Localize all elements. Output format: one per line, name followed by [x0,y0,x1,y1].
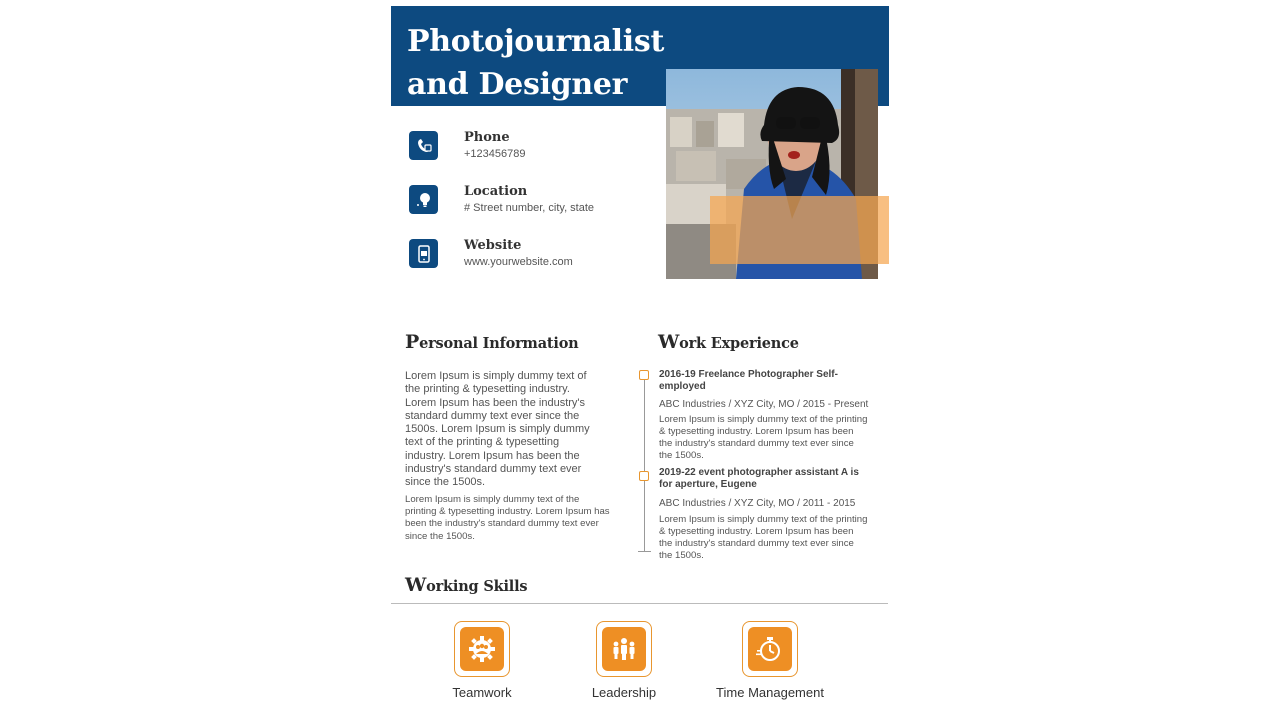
contact-phone [409,131,669,163]
heading-initial: W [405,574,427,596]
page-title [407,20,664,106]
skills-divider [391,603,888,604]
heading-initial: P [405,331,420,353]
phone-icon [409,131,438,160]
working-skills-heading [405,574,527,596]
contact-website [409,239,669,271]
leadership-people-icon [602,627,646,671]
job-meta: ABC Industries / XYZ City, MO / 2015 - Present [659,399,869,410]
skill-label: Leadership [591,685,657,700]
resume-page [391,0,889,720]
title-line-2: and Designer [407,67,628,102]
heading-initial: W [658,331,680,353]
location-bulb-icon [409,185,438,214]
mobile-device-icon [409,239,438,268]
photo-accent-overlay [710,196,889,264]
contact-value: +123456789 [464,148,526,160]
job-title: 2016-19 Freelance Photographer Self-employed [659,369,838,393]
heading-text: orking Skills [426,578,528,595]
job-meta: ABC Industries / XYZ City, MO / 2011 - 2015 [659,498,856,509]
skill-icon-frame [742,621,798,677]
skill-icon-frame [596,621,652,677]
stopwatch-icon [748,627,792,671]
timeline-node [639,471,649,481]
skill-icon-frame [454,621,510,677]
personal-paragraph-2: Lorem Ipsum is simply dummy text of the printing & typesetting industry. Lorem Ipsum has been the industry's standard dummy text ever since the 1500s. [405,494,610,542]
skill-leadership [554,621,694,701]
skill-label: Time Management [716,685,824,700]
heading-text: ork Experience [679,335,799,352]
contact-value: # Street number, city, state [464,202,595,214]
contact-label: Phone [464,130,510,145]
personal-paragraph-1: Lorem Ipsum is simply dummy text of the printing & typesetting industry. Lorem Ipsum has been the industry's standard dummy text ever since the 1500s. Lorem Ipsum is simply dummy text of the printing & typesetting industry. Lorem Ipsum has been the industry's standard dummy text ever since the 1500s. [405,370,590,489]
skill-label: Teamwork [452,685,512,700]
contact-value: www.yourwebsite.com [464,256,573,268]
timeline-line [644,378,645,552]
skill-teamwork [412,621,552,701]
personal-info-heading [405,331,579,353]
contact-location [409,185,669,217]
timeline-node [639,370,649,380]
job-title: 2019-22 event photographer assistant A is for aperture, Eugene [659,467,859,491]
skill-time-management [700,621,840,701]
work-experience-heading [658,331,799,353]
timeline-end-tick [638,551,651,552]
teamwork-gear-icon [460,627,504,671]
contact-label: Website [464,238,522,253]
heading-text: ersonal Information [419,335,579,352]
job-description: Lorem Ipsum is simply dummy text of the printing & typesetting industry. Lorem Ipsum has been the industry's standard dummy text ever since the 1500s. [659,414,868,462]
title-line-1: Photojournalist [407,24,665,59]
contact-label: Location [464,184,528,199]
job-description: Lorem Ipsum is simply dummy text of the printing & typesetting industry. Lorem Ipsum has been the industry's standard dummy text ever since the 1500s. [659,514,868,562]
